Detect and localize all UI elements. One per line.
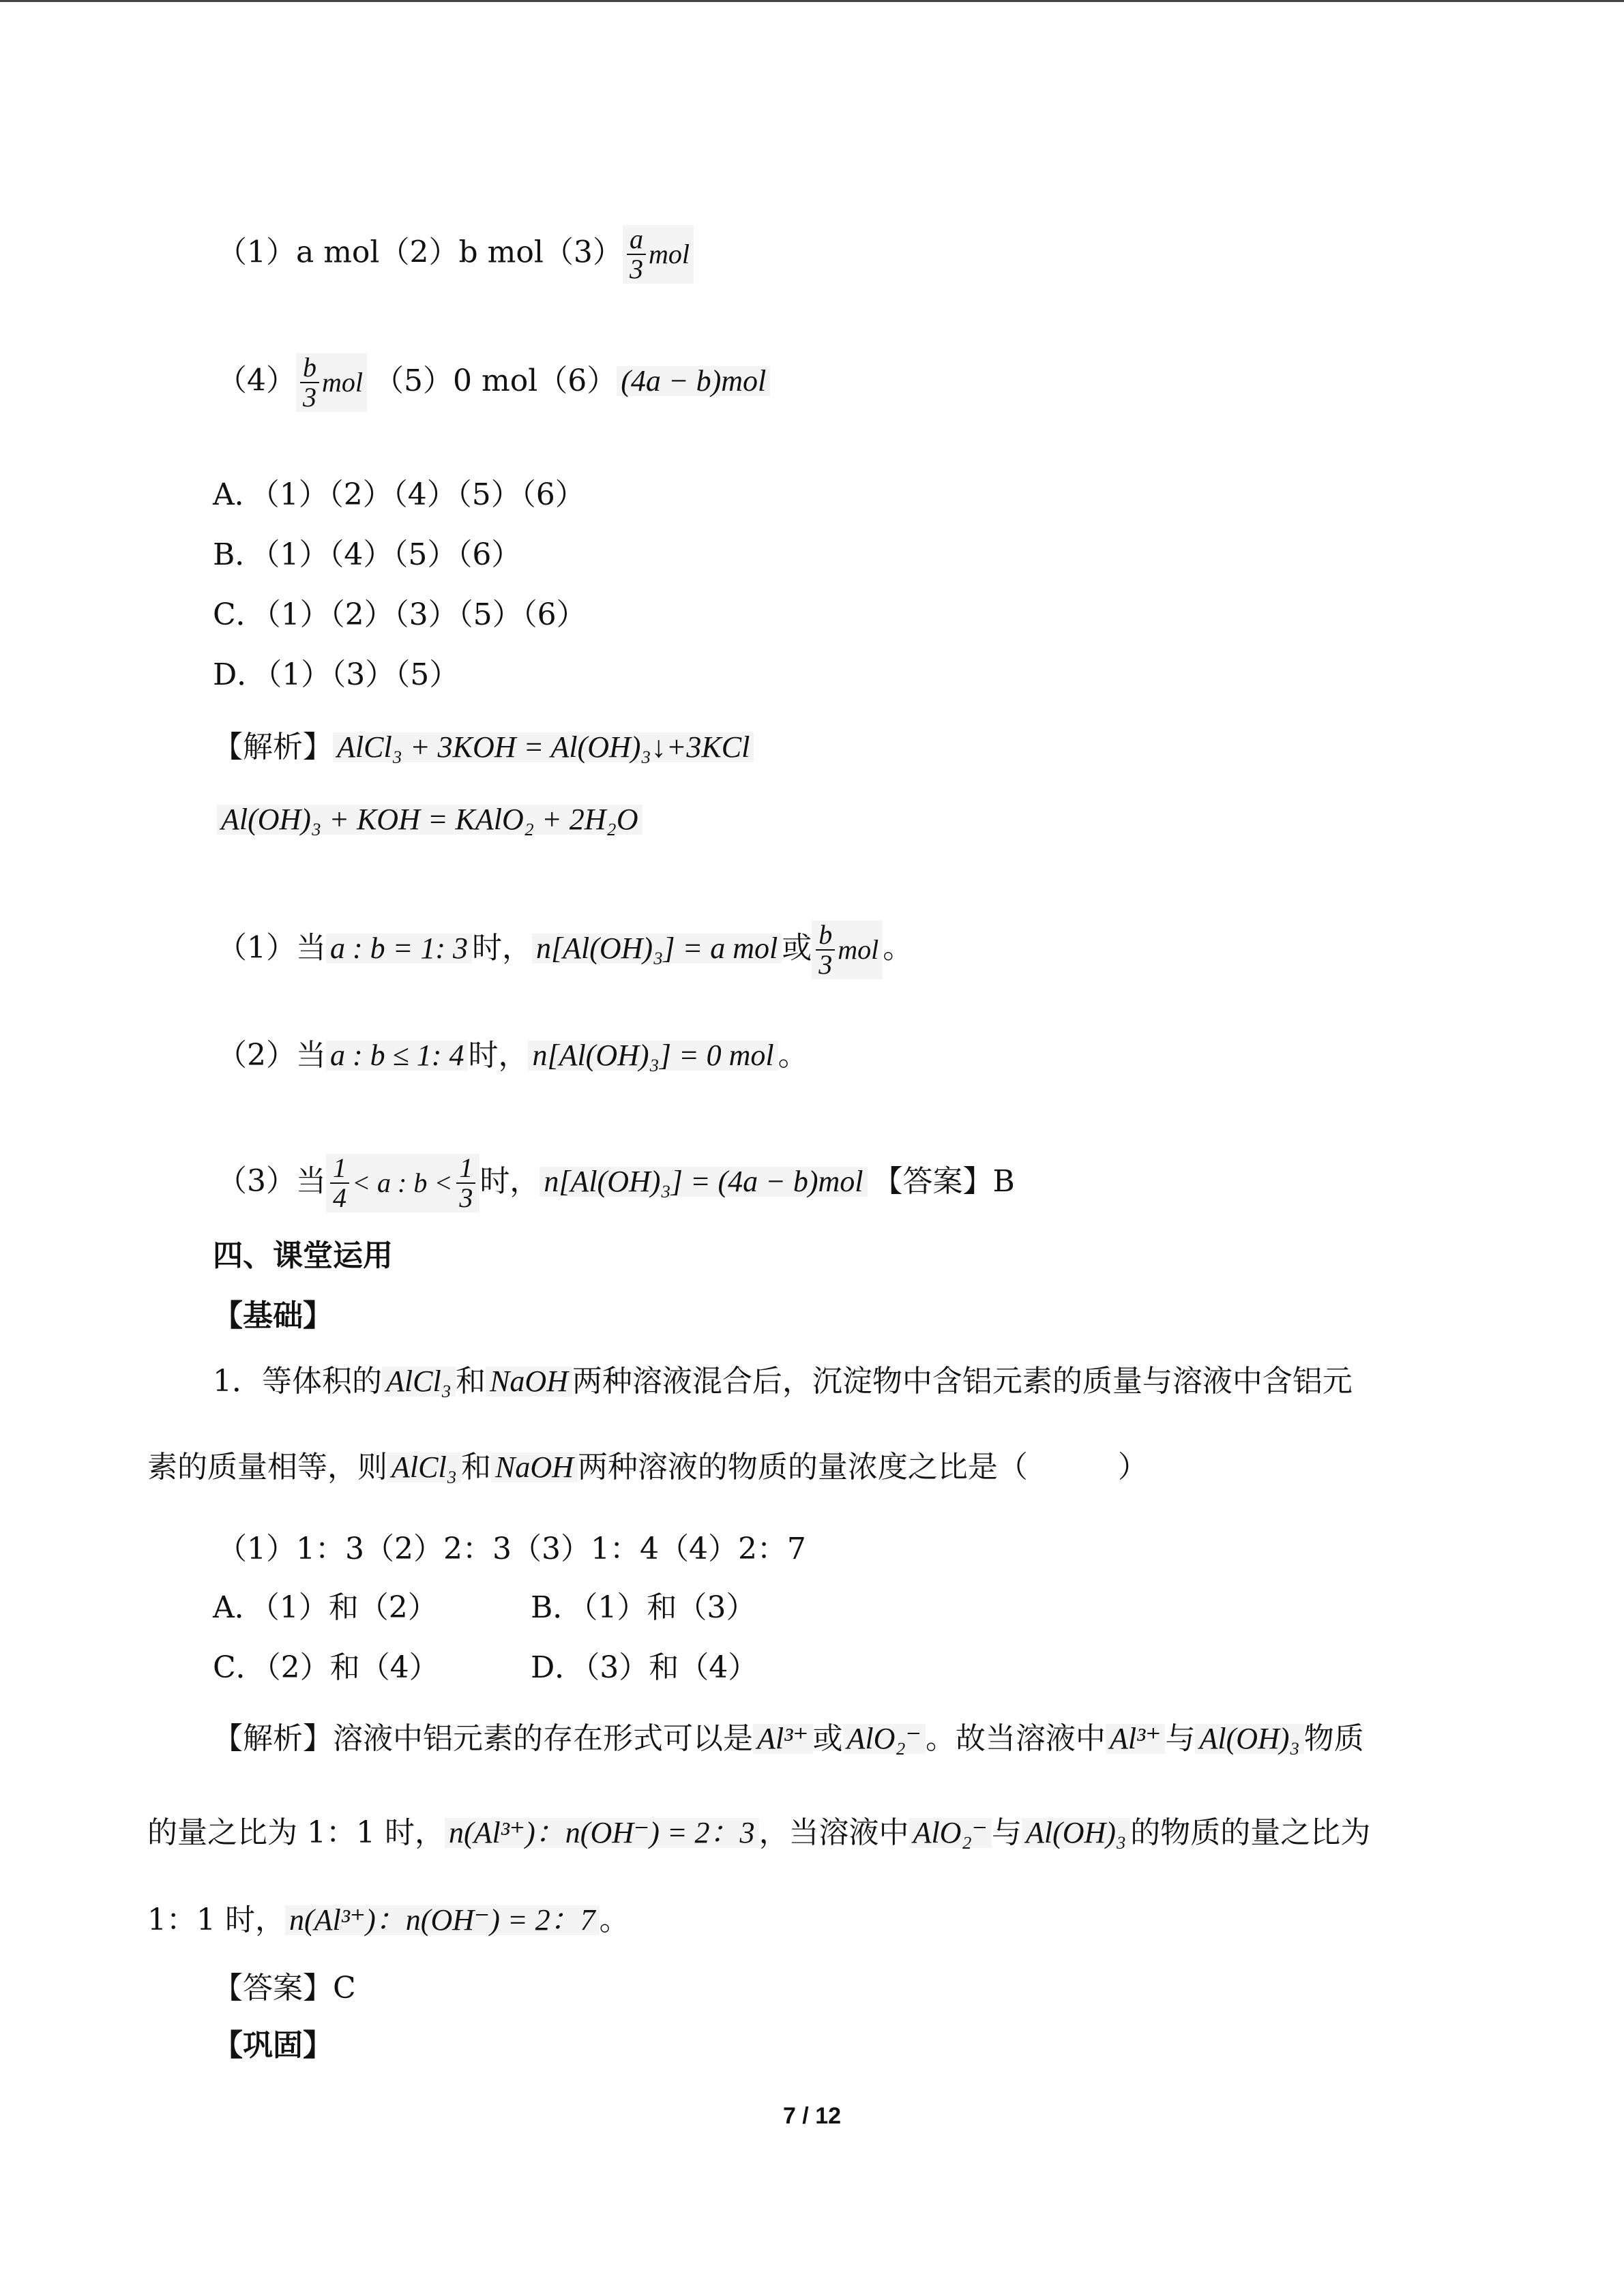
- options-line-2: （4） $\frac{b}{3}$ mol （5）0 mol（6） (4a − b)mol: [217, 353, 770, 412]
- basic-label: 【基础】: [213, 1298, 333, 1333]
- case-2-result: n[Al(OH)₃] = 0 mol: [528, 1041, 778, 1071]
- options-line-1: [217, 225, 694, 284]
- analysis-line-1: [213, 732, 754, 762]
- case-1-condition: a : b = 1: 3: [326, 934, 472, 964]
- fraction-b-over-3: $\frac{b}{3}$ mol: [296, 353, 367, 412]
- options-text: （1）a mol（2）b mol（3）: [217, 235, 623, 270]
- analysis-2-line-1: 【解析】溶液中铝元素的存在形式可以是 Al³⁺ 或 AlO₂⁻ 。故当溶液中 Al³⁺ 与 Al(OH)₃ 物质: [213, 1721, 1364, 1756]
- formula-alcl3: AlCl₃: [387, 1452, 461, 1482]
- equation-2: Al(OH)₃ + KOH = KAlO₂ + 2H₂O: [217, 805, 643, 835]
- q1-choice-b: B．（1）和（3）: [531, 1590, 756, 1625]
- fraction-b-over-3-mol: $\frac{b}{3}$ mol: [812, 921, 883, 979]
- analysis-2-line-2: 的量之比为 1：1 时， n(Al³⁺)：n(OH⁻) = 2：3 ，当溶液中 AlO₂⁻ 与 Al(OH)₃ 的物质的量之比为: [147, 1815, 1371, 1850]
- section-heading: 四、课堂运用: [213, 1238, 393, 1273]
- formula-aloh3: Al(OH)₃: [1022, 1818, 1130, 1848]
- fraction-one-quarter: $\frac{1}{4}$ < a : b < $\frac{1}{3}$: [326, 1154, 479, 1212]
- case-3-line: （3）当 $\frac{1}{4}$ < a : b < $\frac{1}{3}$ 时， n[Al(OH)₃] = (4a − b)mol 【答案】B: [217, 1152, 1015, 1213]
- question-1-line-2: 素的质量相等，则 AlCl₃ 和 NaOH 两种溶液的物质的量浓度之比是（ ）: [147, 1450, 1148, 1485]
- case-1-result: n[Al(OH)₃] = a mol: [532, 934, 782, 964]
- analysis-label: 【解析】: [213, 730, 333, 764]
- answer-b: 【答案】B: [872, 1163, 1015, 1199]
- formula-naoh: NaOH: [491, 1452, 578, 1482]
- case-2-line: （2）当 a : b ≤ 1: 4 时， n[Al(OH)₃] = 0 mol 。: [217, 1038, 808, 1073]
- ion-al3: Al³⁺: [753, 1724, 813, 1754]
- choice-d: D．（1）（3）（5）: [213, 657, 460, 692]
- ion-alo2: AlO₂⁻: [909, 1818, 992, 1848]
- formula-alcl3: AlCl₃: [382, 1367, 456, 1397]
- equation-2-line: [217, 805, 643, 835]
- fraction-a-over-3: $\frac{a}{3}$ mol: [623, 225, 694, 284]
- question-1-line-1: 1．等体积的 AlCl₃ 和 NaOH 两种溶液混合后，沉淀物中含铝元素的质量与溶液中含铝元: [213, 1364, 1353, 1399]
- ion-alo2: AlO₂⁻: [843, 1724, 926, 1754]
- ion-al3: Al³⁺: [1106, 1724, 1166, 1754]
- consolidate-label: 【巩固】: [213, 2028, 333, 2063]
- case-2-condition: a : b ≤ 1: 4: [326, 1041, 468, 1071]
- q1-choice-c: C．（2）和（4）: [213, 1650, 439, 1685]
- q1-choice-d: D．（3）和（4）: [531, 1650, 758, 1685]
- equation-1: AlCl₃ + 3KOH = Al(OH)₃↓+3KCl: [333, 732, 754, 762]
- page-number: 7 / 12: [782, 2103, 842, 2129]
- expression-4a-minus-b: (4a − b)mol: [617, 366, 770, 396]
- case-1-line: （1）当 a : b = 1: 3 时， n[Al(OH)₃] = a mol 或 $\frac{b}{3}$ mol 。: [217, 919, 913, 980]
- answer-c: 【答案】C: [213, 1971, 356, 2006]
- choice-c: C．（1）（2）（3）（5）（6）: [213, 597, 587, 632]
- q1-choice-a: A．（1）和（2）: [213, 1590, 438, 1625]
- ratio-2-7: n(Al³⁺)：n(OH⁻) = 2：7: [285, 1905, 600, 1935]
- question-1-options: （1）1：3（2）2：3（3）1：4（4）2：7: [217, 1532, 806, 1566]
- ratio-2-3: n(Al³⁺)：n(OH⁻) = 2：3: [445, 1818, 759, 1848]
- top-border: [0, 0, 1624, 2]
- analysis-2-line-3: 1：1 时， n(Al³⁺)：n(OH⁻) = 2：7 。: [147, 1903, 630, 1937]
- choice-b: B．（1）（4）（5）（6）: [213, 537, 522, 572]
- case-3-result: n[Al(OH)₃] = (4a − b)mol: [540, 1167, 867, 1197]
- choice-a: A．（1）（2）（4）（5）（6）: [213, 477, 585, 512]
- formula-aloh3: Al(OH)₃: [1195, 1724, 1303, 1754]
- formula-naoh: NaOH: [486, 1367, 572, 1397]
